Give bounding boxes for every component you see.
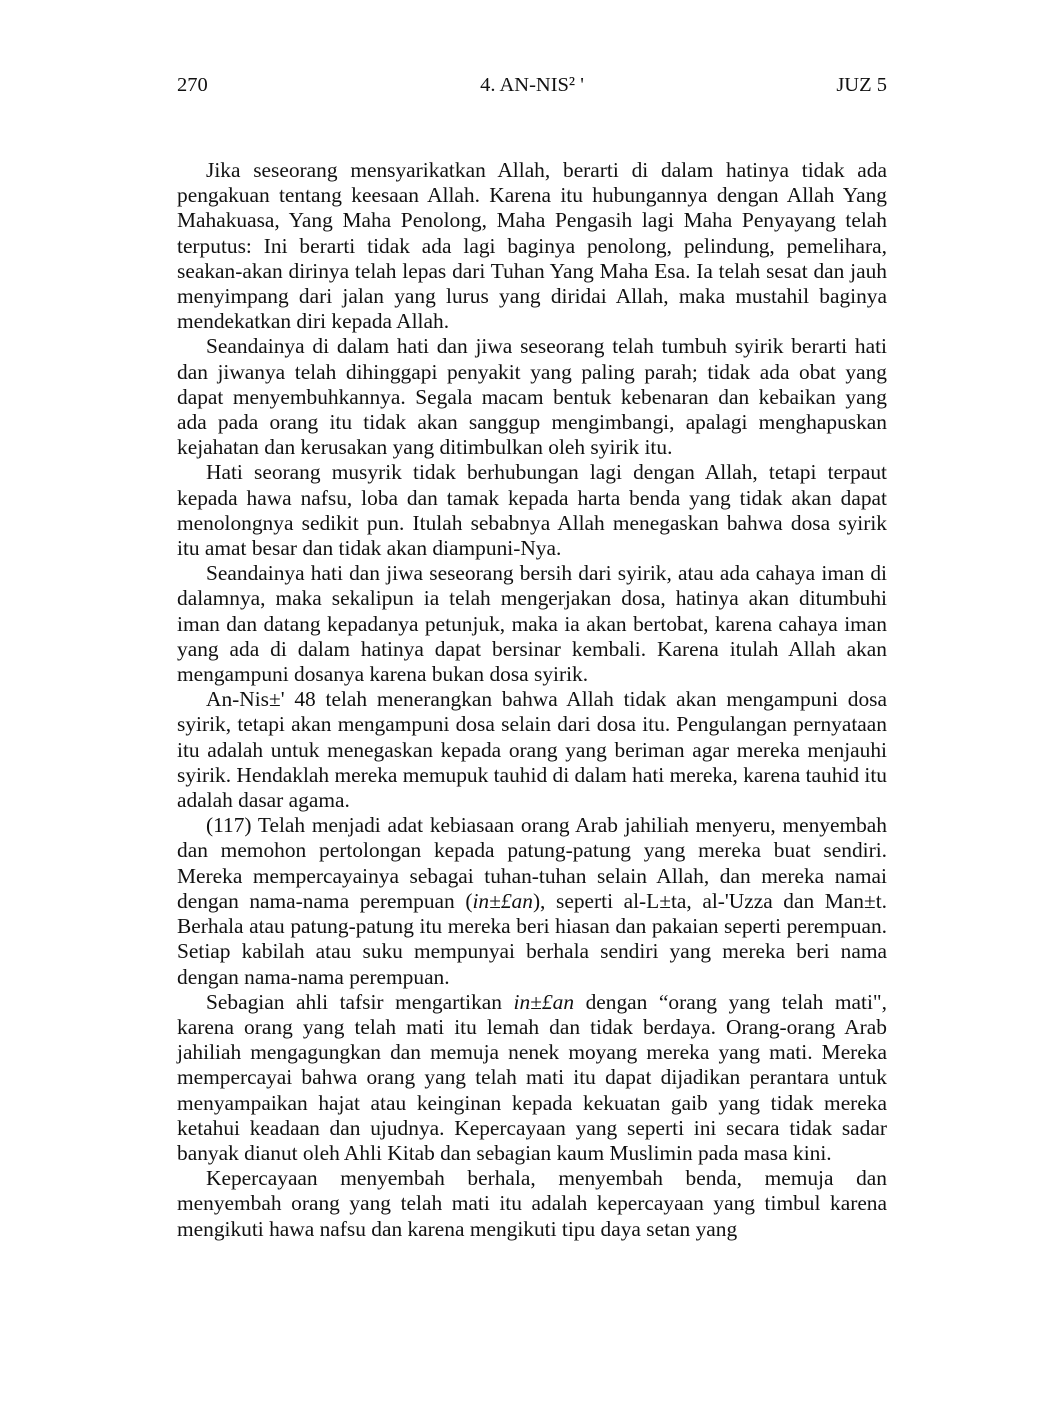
paragraph-text: Seandainya hati dan jiwa seseorang bersih dari syirik, atau ada cahaya iman di dalamnya, maka sekalipun ia telah mengerjakan dosa, hatinya akan ditumbuhi iman dan datang kepadanya petunjuk, maka ia akan bertobat, karena cahaya iman yang ada di dalam hatinya dapat bersinar kembali. Karena itulah Allah akan mengampuni dosanya karena bukan dosa syirik. — [177, 561, 887, 687]
paragraph — [177, 561, 887, 687]
chapter-title: 4. AN-NIS² ' — [480, 74, 584, 96]
paragraph-text: (117) Telah menjadi adat kebiasaan orang Arab jahiliah menyeru, menyembah dan memohon pertolongan kepada patung-patung yang mereka buat sendiri. Mereka mempercayainya sebagai tuhan-tuhan selain Allah, dan mereka namai dengan nama-nama perempuan ( — [177, 813, 887, 913]
paragraph — [177, 687, 887, 813]
italic-term: in±£an — [513, 989, 575, 1014]
paragraph-text: An-Nis±' 48 telah menerangkan bahwa Allah tidak akan mengampuni dosa syirik, tetapi akan mengampuni dosa selain dari dosa itu. Pengulangan pernyataan itu adalah untuk menegaskan kepada orang yang beriman agar mereka menjauhi syirik. Hendaklah mereka memupuk tauhid di dalam hati mereka, karena tauhid itu adalah dasar agama. — [177, 687, 887, 813]
paragraph-text: dengan “orang yang telah mati", karena orang yang telah mati itu lemah dan tidak berdaya. Orang-orang Arab jahiliah mengagungkan dan memuja nenek moyang mereka yang mati. Mereka mempercayai bahwa orang yang telah mati itu dapat dijadikan perantara untuk menyampaikan hajat atau keinginan kepada kekuatan gaib yang tidak mereka ketahui keadaan dan ujudnya. Kepercayaan yang seperti ini secara tidak sadar banyak dianut oleh Ahli Kitab dan sebagian kaum Muslimin pada masa kini. — [177, 989, 887, 1165]
body-text — [177, 158, 887, 1242]
paragraph-text: ), seperti al-L±ta, al-'Uzza dan Man±t. Berhala atau patung-patung itu mereka beri hiasan dan pakaian seperti perempuan. Setiap kabilah atau suku mempunyai berhala sendiri yang mereka beri nama dengan nama-nama perempuan. — [177, 888, 887, 989]
juz-label: JUZ 5 — [836, 74, 887, 96]
paragraph — [177, 460, 887, 561]
paragraph-text: Kepercayaan menyembah berhala, menyembah benda, memuja dan menyembah orang yang telah mati itu adalah kepercayaan yang timbul karena mengikuti hawa nafsu dan karena mengikuti tipu daya setan yang — [177, 1166, 887, 1241]
paragraph — [177, 1166, 887, 1242]
paragraph-text: Jika seseorang mensyarikatkan Allah, berarti di dalam hatinya tidak ada pengakuan tentang keesaan Allah. Karena itu hubungannya dengan Allah Yang Mahakuasa, Yang Maha Penolong, Maha Pengasih lagi Maha Penyayang telah terputus: Ini berarti tidak ada lagi baginya penolong, pelindung, pemelihara, seakan-akan dirinya telah lepas dari Tuhan Yang Maha Esa. Ia telah sesat dan jauh menyimpang dari jalan yang lurus yang diridai Allah, maka mustahil baginya mendekatkan diri kepada Allah. — [177, 158, 887, 334]
paragraph-text: Seandainya di dalam hati dan jiwa seseorang telah tumbuh syirik berarti hati dan jiwanya telah dihinggapi penyakit yang paling parah; tidak ada obat yang dapat menyembuhkannya. Segala macam bentuk kebenaran dan kebaikan yang ada pada orang itu tidak akan sanggup mengimbangi, apalagi menghapuskan kejahatan dan kerusakan yang ditimbulkan oleh syirik itu. — [177, 334, 887, 460]
italic-term: in±£an — [472, 888, 533, 913]
paragraph — [177, 334, 887, 460]
running-header — [177, 70, 887, 100]
paragraph — [177, 158, 887, 334]
paragraph-text: Sebagian ahli tafsir mengartikan — [206, 989, 514, 1014]
paragraph — [177, 813, 887, 989]
page-number: 270 — [177, 74, 208, 96]
document-page — [177, 70, 887, 1241]
paragraph — [177, 990, 887, 1166]
paragraph-text: Hati seorang musyrik tidak berhubungan lagi dengan Allah, tetapi terpaut kepada hawa nafsu, loba dan tamak kepada harta benda yang tidak akan dapat menolongnya sedikit pun. Itulah sebabnya Allah menegaskan bahwa dosa syirik itu amat besar dan tidak akan diampuni-Nya. — [177, 460, 887, 561]
